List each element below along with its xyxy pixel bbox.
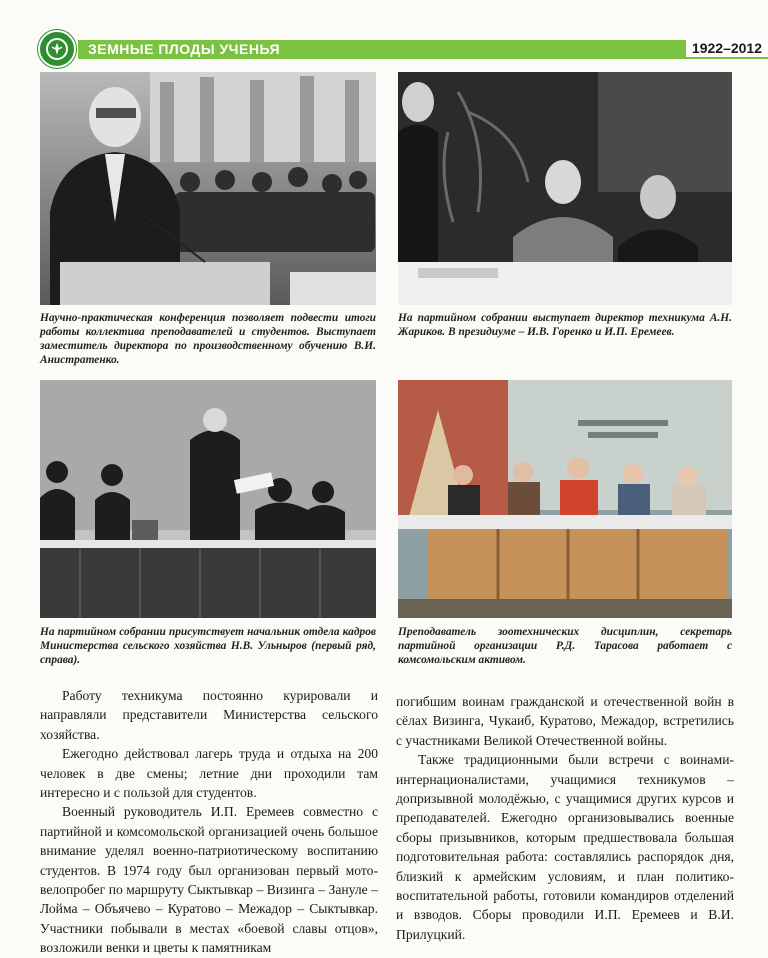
photo-party-meeting-director	[398, 72, 732, 305]
paragraph: Работу техникума постоянно курировали и направляли представители Министерства сельского хозяйства.	[40, 688, 378, 742]
caption-photo-2: На партийном собрании выступает директор техникума А.Н. Жариков. В президиуме – И.В. Горенко и И.П. Еремеев.	[398, 312, 732, 338]
years-badge: 1922–2012	[686, 39, 768, 57]
paragraph: Военный руководитель И.П. Еремеев совместно с партийной и комсомольской организацией очень большое внимание уделял военно-патриотическому воспитанию студентов. В 1974 году был организован первый мото-велопробег по маршруту Сыктывкар – Визинга – Зануле – Лойма – Объячево – Куратово – Межадор – Сыктывкар. Участники побывали в местах «боевой славы отцов», возложили венки и цветы к памятникам	[40, 804, 378, 956]
paragraph: Также традиционными были встречи с воинами-интернационалистами, учащимися техникумов – допризывной молодёжью, с учащимися других курсов и преподавателей. Ежегодно организовывались военные сборы призывников, которым предшествовала большая подготовительная работа: составлялись распорядок дня, близкий к армейским условиям, и план политико-воспитательной работы, готовили командиров отделений и взводов. Сборы проводили И.П. Еремеев и В.И. Прилуцкий.	[396, 752, 734, 942]
caption-photo-3: На партийном собрании присутствует начальник отдела кадров Министерства сельского хозяйства Н.В. Ульныров (первый ряд, справа).	[40, 626, 376, 666]
header-band	[78, 40, 768, 59]
college-emblem-icon	[38, 30, 76, 68]
article-column-right	[396, 692, 734, 944]
photo-party-meeting-ministry	[40, 380, 376, 618]
page-header	[38, 30, 762, 68]
photo-conference	[40, 72, 376, 305]
paragraph-continued: погибшим воинам гражданской и отечественной войн в сёлах Визинга, Чукаиб, Куратово, Межадор, встретились с участниками Великой Отечественной войны.	[396, 694, 734, 748]
caption-photo-1: Научно-практическая конференция позволяет подвести итоги работы коллектива преподавателей и студентов. Выступает заместитель директора по производственному обучению В.И. Анистратенко.	[40, 312, 376, 366]
article-column-left	[40, 686, 378, 958]
paragraph: Ежегодно действовал лагерь труда и отдыха на 200 человек в две смены; летние дни проходили там интересно и с пользой для студентов.	[40, 746, 378, 801]
caption-photo-4: Преподаватель зоотехнических дисциплин, секретарь партийной организации Р.Д. Тарасова работает с комсомольским активом.	[398, 626, 732, 666]
section-title: ЗЕМНЫЕ ПЛОДЫ УЧЕНЬЯ	[88, 41, 281, 57]
photo-komsomol-activists	[398, 380, 732, 618]
